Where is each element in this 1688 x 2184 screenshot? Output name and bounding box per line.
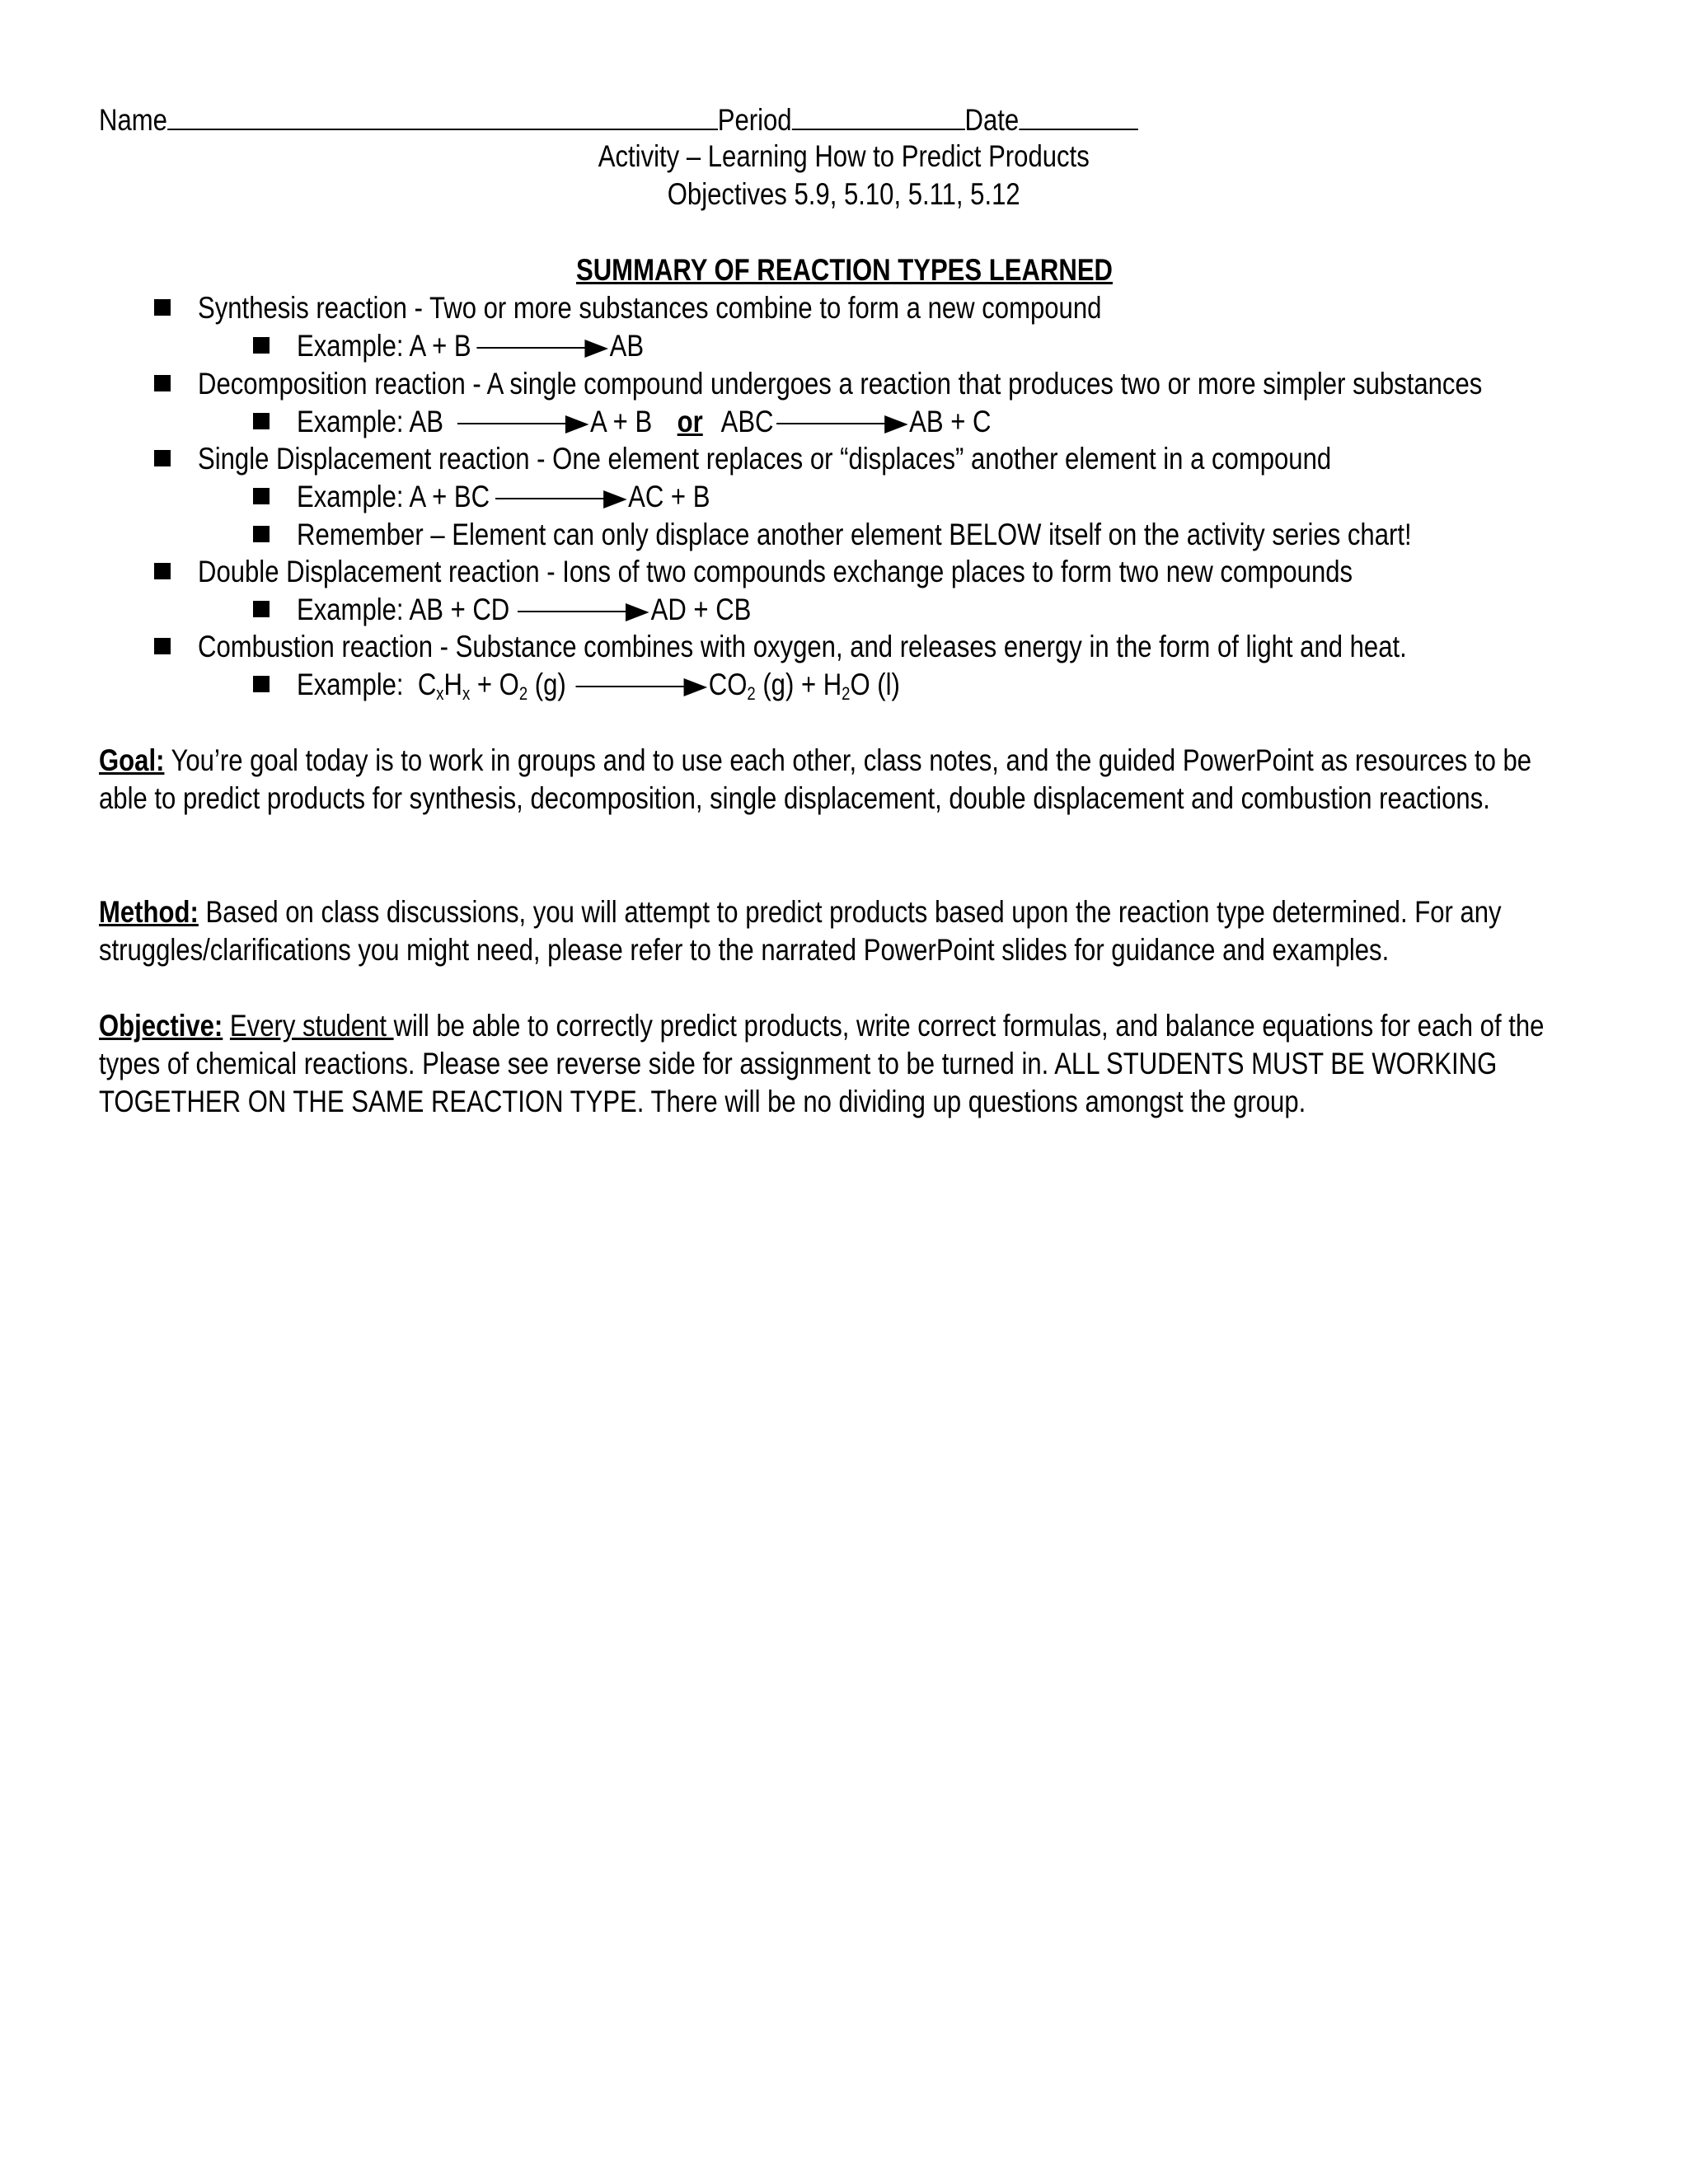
objectives-line: Objectives 5.9, 5.10, 5.11, 5.12 <box>668 177 1020 211</box>
arrow-icon <box>495 490 627 507</box>
single-displacement-item: Single Displacement reaction - One element replaces or “displaces” another element in a compound <box>198 442 1332 476</box>
combustion-item: Combustion reaction - Substance combines with oxygen, and releases energy in the form of light and heat. <box>198 630 1407 663</box>
single-displacement-example <box>297 479 710 515</box>
formula-part: + O <box>470 668 519 701</box>
summary-heading: SUMMARY OF REACTION TYPES LEARNED <box>575 253 1113 287</box>
title-wrap <box>0 138 1688 175</box>
formula-part: O (l) <box>850 668 900 701</box>
bullet-icon <box>253 413 270 429</box>
period-blank[interactable] <box>792 101 965 130</box>
date-blank[interactable] <box>1019 101 1137 130</box>
date-label: Date <box>964 103 1020 137</box>
double-displacement-item: Double Displacement reaction - Ions of two compounds exchange places to form two new compounds <box>198 555 1353 588</box>
bullet-icon <box>154 375 171 391</box>
example-reactants: Example: AB + CD <box>297 593 510 626</box>
name-period-date-line <box>99 101 1138 138</box>
example-reactants: Example: A + BC <box>297 480 490 513</box>
example-products: AD + CB <box>650 593 752 626</box>
method-text: Based on class discussions, you will attempt to predict products based upon the reaction type determined. For any struggles/clarifications you might need, please refer to the narrated PowerPoint slides for guidance and examples. <box>99 895 1502 967</box>
example-label: Example: <box>297 668 404 701</box>
formula-part: CO <box>708 668 748 701</box>
decomposition-item: Decomposition reaction - A single compound undergoes a reaction that produces two or more simpler substances <box>198 367 1483 401</box>
formula-part: (g) <box>528 668 566 701</box>
name-label: Name <box>99 103 167 137</box>
arrow-icon <box>575 678 707 695</box>
example-reactant-2: ABC <box>720 405 774 438</box>
arrow-icon <box>776 415 908 432</box>
arrow-icon <box>518 603 649 620</box>
decomposition-example <box>297 404 991 440</box>
remember-note: Remember – Element can only displace another element BELOW itself on the activity series chart! <box>297 518 1412 551</box>
objective-text: will be able to correctly predict products, write correct formulas, and balance equations for each of the types of chemical reactions. Please see reverse side for assignment to be turned in. ALL STUDENTS MUST BE WORKING TOGETHER ON THE SAME REACTION TYPE. There will be no dividing up questions amongst the group. <box>99 1009 1545 1118</box>
example-products-2: AB + C <box>909 405 992 438</box>
goal-text: You’re goal today is to work in groups and to use each other, class notes, and the guided PowerPoint as resources to be able to predict products for synthesis, decomposition, single displacement, double displacement and combustion reactions. <box>99 743 1532 815</box>
subscript: 2 <box>842 683 851 704</box>
summary-heading-wrap <box>0 252 1688 288</box>
subscript: 2 <box>747 683 756 704</box>
arrow-icon <box>476 340 608 356</box>
bullet-icon <box>253 337 270 354</box>
bullet-icon <box>253 488 270 504</box>
bullet-icon <box>154 299 171 316</box>
page-title: Activity – Learning How to Predict Products <box>598 139 1090 173</box>
formula-part: C <box>417 668 437 701</box>
bullet-icon <box>253 526 270 542</box>
bullet-icon <box>154 450 171 466</box>
name-blank[interactable] <box>167 101 718 130</box>
bullet-icon <box>253 601 270 617</box>
bullet-icon <box>154 638 171 654</box>
double-displacement-example <box>297 592 751 628</box>
or-label: or <box>677 405 703 438</box>
bullet-icon <box>154 563 171 579</box>
bullet-icon <box>253 676 270 692</box>
objectives-wrap <box>0 176 1688 213</box>
method-label: Method: <box>99 895 199 929</box>
formula-part: (g) + H <box>755 668 842 701</box>
period-label: Period <box>717 103 792 137</box>
objective-paragraph <box>99 1007 1581 1121</box>
example-reactants: Example: A + B <box>297 329 471 363</box>
objective-underlined: Every student <box>229 1009 394 1043</box>
subscript: x <box>462 683 471 704</box>
subscript: 2 <box>518 683 528 704</box>
goal-label: Goal: <box>99 743 165 777</box>
formula-part: H <box>443 668 462 701</box>
objective-label: Objective: <box>99 1009 223 1043</box>
example-products: A + B <box>590 405 653 438</box>
example-product: AB <box>609 329 645 363</box>
example-reactant: Example: AB <box>297 405 443 438</box>
arrow-icon <box>457 415 589 432</box>
subscript: x <box>436 683 444 704</box>
synthesis-example <box>297 328 644 364</box>
combustion-example <box>297 667 900 703</box>
goal-paragraph <box>99 742 1581 818</box>
example-products: AC + B <box>628 480 710 513</box>
synthesis-item: Synthesis reaction - Two or more substances combine to form a new compound <box>198 291 1102 325</box>
method-paragraph <box>99 893 1581 969</box>
